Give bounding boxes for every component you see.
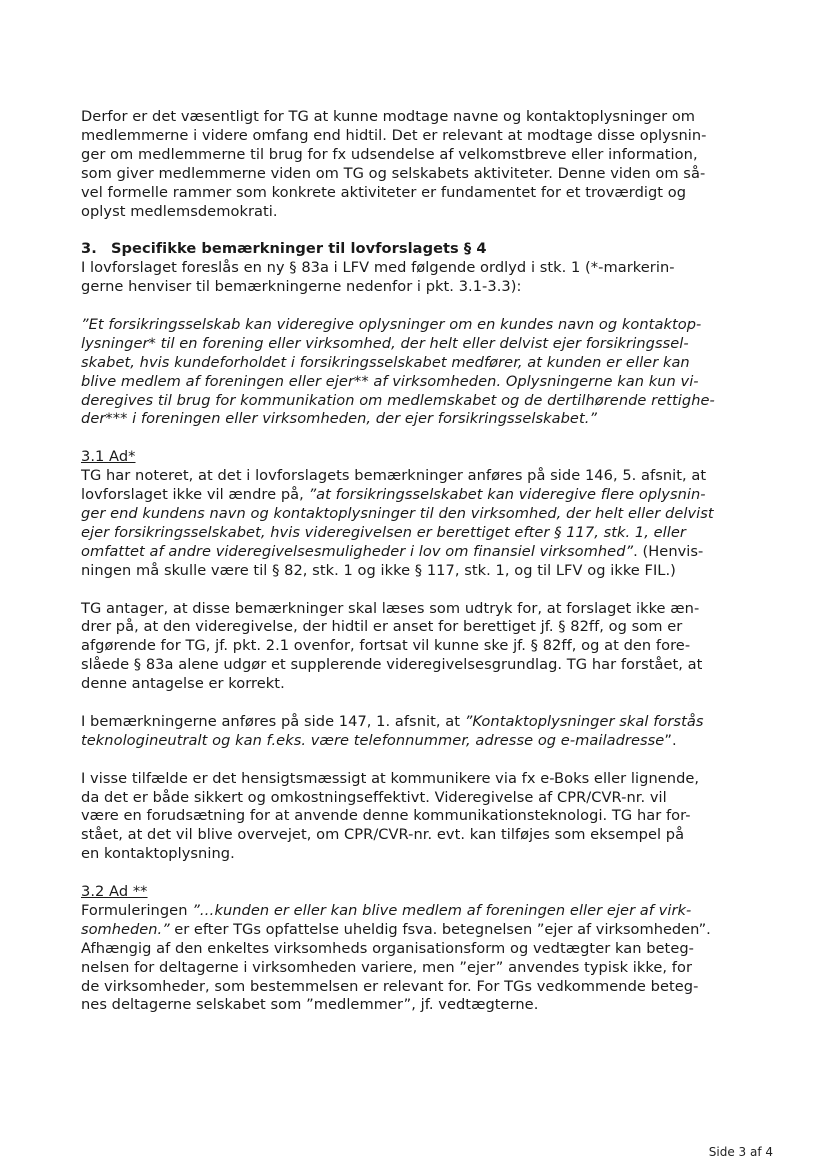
page-number: Side 3 af 4 — [708, 1145, 773, 1159]
text-line — [81, 978, 741, 997]
text-line: denne antagelse er korrekt. — [81, 675, 285, 693]
quote-line: blive medlem af foreningen eller ejer** af virksomheden. Oplysningerne kan kun vi- — [81, 372, 699, 390]
paragraph-3-1-c — [81, 713, 741, 751]
quote-line: skabet, hvis kundeforholdet i forsikringsselskabet medfører, at kunden er eller kan — [81, 353, 690, 371]
text-line: I visse tilfælde er det hensigtsmæssigt at kommunikere via fx e-Boks eller lignende, — [81, 769, 700, 787]
text-line: vel formelle rammer som konkrete aktiviteter er fundamentet for et troværdigt og — [81, 183, 687, 201]
quote-run: ”Kontaktoplysninger skal forstås — [464, 712, 704, 730]
text-run: nes deltagerne selskabet som ”medlemmer”, jf. vedtægterne. — [81, 996, 539, 1014]
text-line: som giver medlemmerne viden om TG og selskabets aktiviteter. Denne viden om så- — [81, 164, 706, 182]
text-line — [81, 940, 741, 959]
quote-run: ejer forsikringsselskabet, hvis videregivelsen er berettiget efter § 117, stk. 1, eller — [81, 523, 686, 541]
text-line: da det er både sikkert og omkostningseffektivt. Videregivelse af CPR/CVR-nr. vil — [81, 788, 667, 806]
text-line: stået, at det vil blive overvejet, om CPR/CVR-nr. evt. kan tilføjes som eksempel på — [81, 826, 685, 844]
quote-line: der*** i foreningen eller virksomheden, der ejer forsikringsselskabet.” — [81, 410, 598, 428]
text-line: slåede § 83a alene udgør et supplerende videregivelsesgrundlag. TG har forstået, at — [81, 656, 703, 674]
section-title: Specifikke bemærkninger til lovforslagets § 4 — [111, 240, 487, 258]
text-line — [81, 902, 741, 921]
quote-run: somheden.” — [81, 920, 170, 938]
text-line — [81, 505, 741, 524]
text-run: ”. — [664, 731, 677, 749]
text-line — [81, 486, 741, 505]
quote-run: ger end kundens navn og kontaktoplysninger til den virksomhed, der helt eller delvist — [81, 504, 714, 522]
section-heading — [81, 240, 741, 259]
text-line — [81, 959, 741, 978]
subsection-heading: 3.2 Ad ** — [81, 883, 148, 901]
text-line — [81, 732, 741, 751]
text-run: I bemærkningerne anføres på side 147, 1. afsnit, at — [81, 712, 465, 730]
text-line: afgørende for TG, jf. pkt. 2.1 ovenfor, fortsat vil kunne ske jf. § 82ff, og at den fore- — [81, 637, 691, 655]
quote-line: deregives til brug for kommunikation om medlemskabet og de dertilhørende rettighe- — [81, 391, 715, 409]
quote-line: lysninger* til en forening eller virksomhed, der helt eller delvist ejer forsikringssel- — [81, 334, 689, 352]
quote-run: ”at forsikringsselskabet kan videregive flere oplysnin- — [308, 486, 706, 504]
paragraph-3-1-a — [81, 467, 741, 580]
text-run: ningen må skulle være til § 82, stk. 1 og ikke § 117, stk. 1, og til LFV og ikke FIL.) — [81, 561, 676, 579]
quote-run: omfattet af andre videregivelsesmuligheder i lov om finansiel virksomhed” — [81, 542, 634, 560]
text-line — [81, 996, 741, 1015]
text-line — [81, 543, 741, 562]
text-run: er efter TGs opfattelse uheldig fsva. betegnelsen ”ejer af virksomheden”. — [169, 920, 711, 938]
text-line: være en forudsætning for at anvende denne kommunikationsteknologi. TG har for- — [81, 807, 691, 825]
text-line: medlemmerne i videre omfang end hidtil. Det er relevant at modtage disse oplysnin- — [81, 126, 707, 144]
quote-run: ”…kunden er eller kan blive medlem af foreningen eller ejer af virk- — [192, 901, 692, 919]
text-run: Formuleringen — [81, 901, 193, 919]
text-run: Afhængig af den enkeltes virksomheds organisationsform og vedtægter kan beteg- — [81, 939, 694, 957]
quote-block — [81, 316, 741, 429]
text-line — [81, 467, 741, 486]
quote-run: teknologineutralt og kan f.eks. være telefonnummer, adresse og e-mailadresse — [81, 731, 665, 749]
text-line: Derfor er det væsentligt for TG at kunne modtage navne og kontaktoplysninger om — [81, 108, 696, 125]
text-line: en kontaktoplysning. — [81, 845, 235, 863]
text-line: ger om medlemmerne til brug for fx udsendelse af velkomstbreve eller information, — [81, 145, 698, 163]
text-line: gerne henviser til bemærkningerne nedenfor i pkt. 3.1-3.3): — [81, 278, 522, 296]
text-line: TG antager, at disse bemærkninger skal læses som udtryk for, at forslaget ikke æn- — [81, 599, 700, 617]
text-line: oplyst medlemsdemokrati. — [81, 202, 278, 220]
paragraph-3-1-d — [81, 770, 741, 865]
text-line — [81, 921, 741, 940]
section-intro — [81, 259, 741, 297]
section-number: 3. — [81, 240, 97, 258]
text-run: lovforslaget ikke vil ændre på, — [81, 486, 309, 504]
text-run: . (Henvis- — [633, 542, 704, 560]
text-run: de virksomheder, som bestemmelsen er relevant for. For TGs vedkommende beteg- — [81, 977, 699, 995]
subsection-heading: 3.1 Ad* — [81, 448, 136, 466]
quote-line: ”Et forsikringsselskab kan videregive oplysninger om en kundes navn og kontaktop- — [81, 315, 702, 333]
text-line: drer på, at den videregivelse, der hidtil er anset for berettiget jf. § 82ff, og som er — [81, 618, 683, 636]
text-line: I lovforslaget foreslås en ny § 83a i LFV med følgende ordlyd i stk. 1 (*-markerin- — [81, 259, 675, 277]
document-body — [81, 108, 741, 1015]
text-line — [81, 524, 741, 543]
text-line — [81, 713, 741, 732]
text-run: TG har noteret, at det i lovforslagets bemærkninger anføres på side 146, 5. afsnit, at — [81, 467, 707, 485]
paragraph-intro — [81, 108, 741, 221]
text-line — [81, 562, 741, 581]
paragraph-3-2 — [81, 902, 741, 1015]
text-run: nelsen for deltagerne i virksomheden variere, men ”ejer” anvendes typisk ikke, for — [81, 958, 693, 976]
paragraph-3-1-b — [81, 600, 741, 695]
